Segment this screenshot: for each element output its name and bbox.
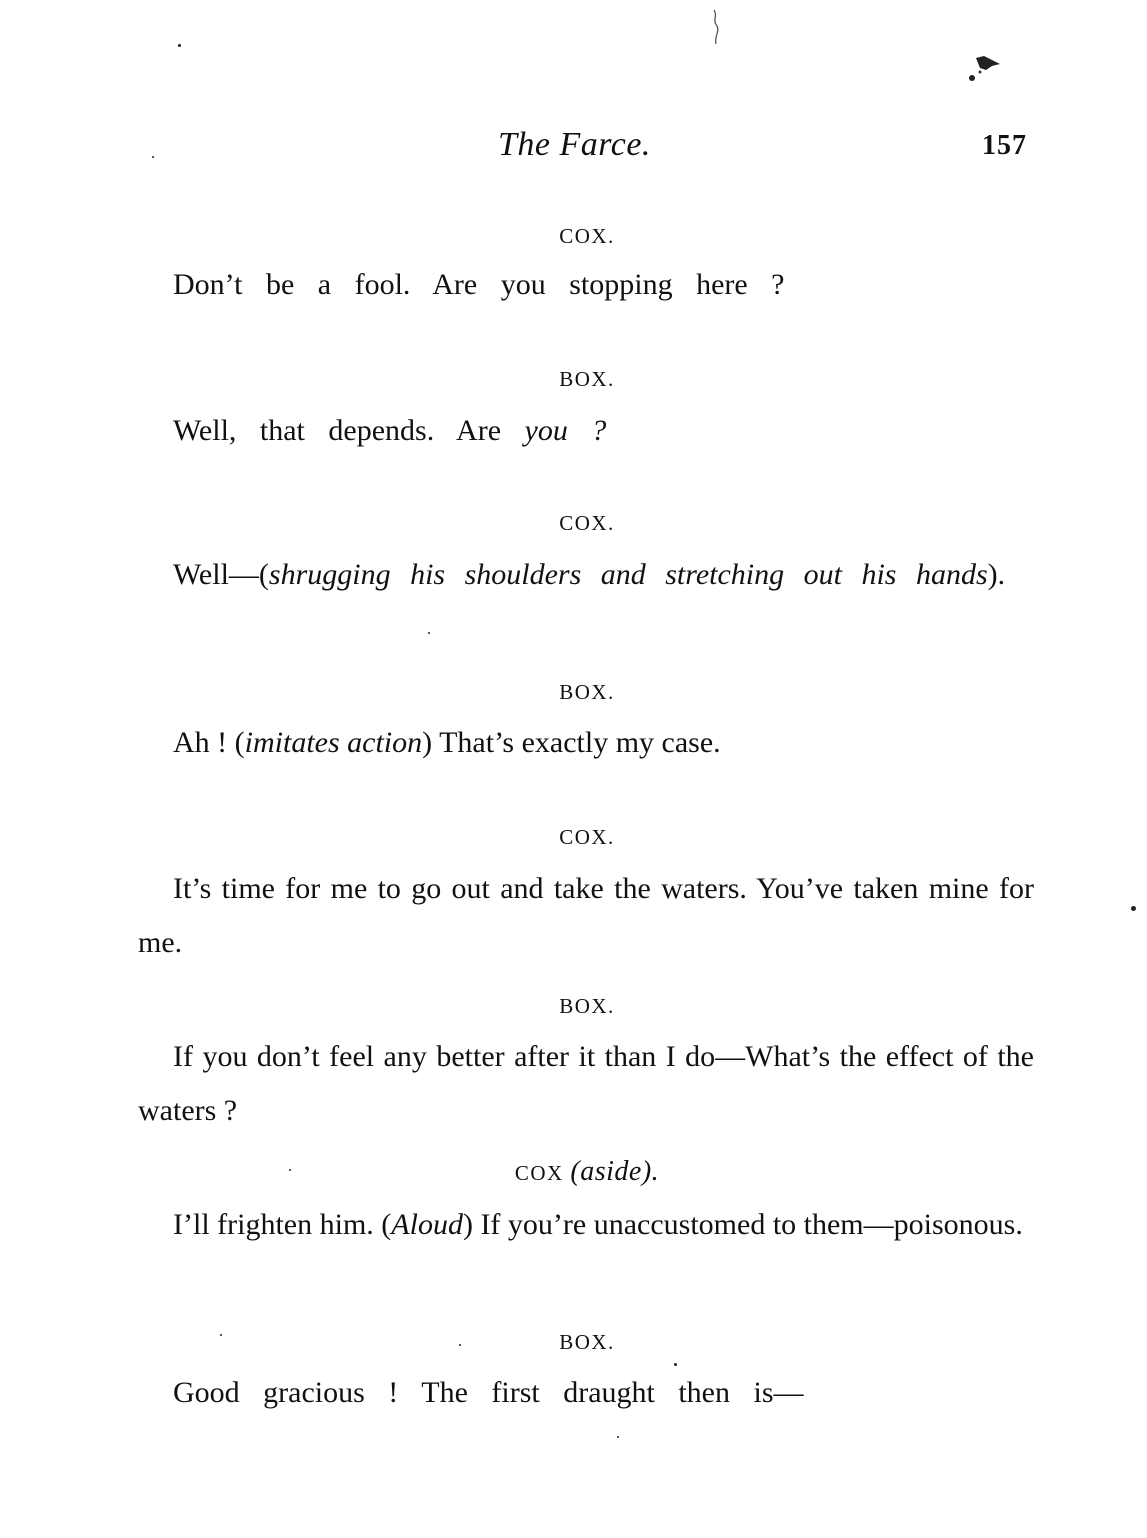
speech-line — [138, 258, 1034, 312]
speech-text: I’ll frighten him. ( — [173, 1208, 392, 1241]
running-title: The Farce. — [498, 126, 651, 163]
stage-direction: Aloud — [391, 1208, 463, 1241]
speaker-heading: BOX. — [559, 367, 615, 391]
speech-line — [138, 862, 1034, 970]
speaker-heading: BOX. — [559, 680, 615, 704]
speaker-heading: COX. — [559, 511, 615, 535]
speech-line — [138, 1198, 1034, 1252]
speaker-direction: (aside). — [570, 1156, 660, 1187]
speech-text: It’s time for me to go out and take the waters. You’ve taken mine for me. — [138, 872, 1034, 959]
speech-line — [138, 1366, 1034, 1420]
paper-speckle — [617, 1436, 619, 1438]
speaker-heading: BOX. — [559, 994, 615, 1018]
paper-speckle — [178, 44, 181, 47]
ink-blot-mark — [962, 52, 1002, 88]
speaker-heading: COX. — [559, 224, 615, 248]
speaker-heading-aside — [0, 1156, 1147, 1188]
margin-squiggle-mark — [708, 8, 724, 48]
speech-text: ) That’s exactly my case. — [422, 726, 721, 759]
stage-direction: you ? — [524, 414, 607, 447]
speech-line — [138, 548, 1034, 602]
speech-text: Ah ! ( — [173, 726, 245, 759]
speech-text: Well—( — [173, 558, 269, 591]
stage-direction: imitates action — [244, 726, 423, 759]
paper-speckle — [1131, 906, 1136, 911]
speech-line — [138, 404, 1034, 458]
paper-speckle — [428, 632, 430, 634]
speaker-name: COX — [514, 1161, 564, 1185]
speech-text: Don’t be a fool. Are you stopping here ? — [173, 268, 785, 301]
speech-line — [138, 716, 1034, 770]
speaker-heading: COX. — [559, 825, 615, 849]
speaker-heading: BOX. — [559, 1330, 615, 1354]
page-number: 157 — [982, 130, 1027, 161]
speech-text: ). — [987, 558, 1006, 591]
speech-text: If you don’t feel any better after it than I do—What’s the effect of the waters ? — [138, 1040, 1034, 1127]
speech-text: ) If you’re unaccustomed to them—poisonous. — [462, 1208, 1023, 1241]
speech-line — [138, 1030, 1034, 1138]
running-head — [0, 126, 1147, 170]
stage-direction: shrugging his shoulders and stretching out his hands — [268, 558, 988, 591]
speech-text: Good gracious ! The first draught then is— — [173, 1376, 804, 1409]
speech-text: Well, that depends. Are — [173, 414, 525, 447]
